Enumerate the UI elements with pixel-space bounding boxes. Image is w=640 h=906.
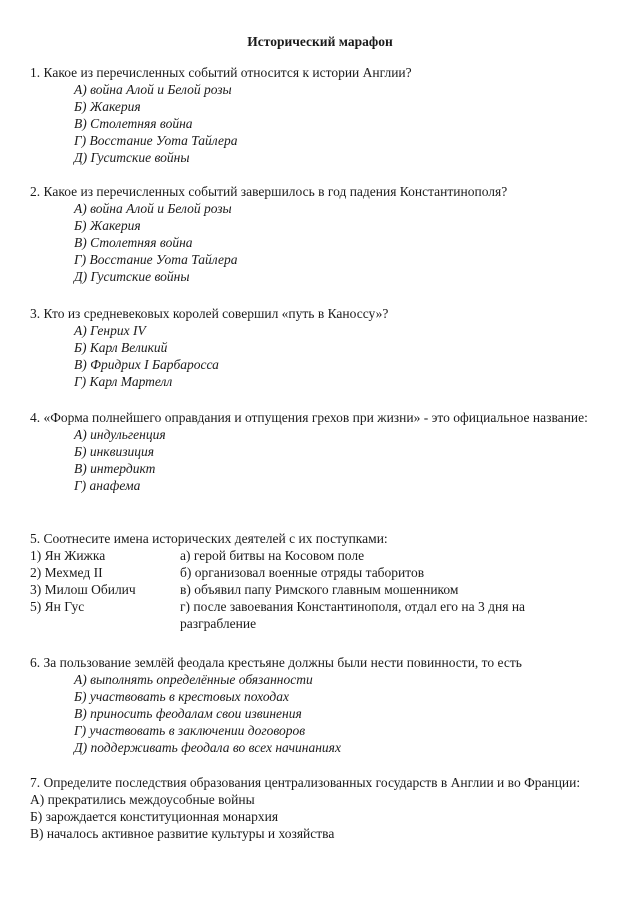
question-7-option-v: В) началось активное развитие культуры и хозяйства (30, 826, 335, 841)
match-row (30, 598, 600, 632)
question-1-option-d: Д) Гуситские войны (74, 150, 190, 165)
question-6-option-g: Г) участвовать в заключении договоров (74, 723, 306, 738)
match-person: 5) Ян Гус (30, 599, 85, 614)
question-3-option-g: Г) Карл Мартелл (74, 374, 173, 389)
question-2-option-v: В) Столетняя война (74, 235, 193, 250)
match-deed: г) после завоевания Константинополя, отдал его на 3 дня на разграбление (180, 599, 526, 631)
question-2 (30, 183, 600, 285)
match-deed: в) объявил папу Римского главным мошенником (180, 582, 459, 597)
question-5-text: 5. Соотнесите имена исторических деятелей с их поступками: (30, 531, 388, 546)
question-1-option-a: А) война Алой и Белой розы (74, 82, 232, 97)
question-6 (30, 654, 600, 756)
question-4-option-v: В) интердикт (74, 461, 156, 476)
match-row (30, 547, 600, 564)
question-7-text: 7. Определите последствия образования централизованных государств в Англии и во Франции: (30, 775, 581, 790)
question-1-text: 1. Какое из перечисленных событий относится к истории Англии? (30, 65, 412, 80)
question-6-option-b: Б) участвовать в крестовых походах (74, 689, 289, 704)
question-5 (30, 530, 600, 632)
question-7-option-b: Б) зарождается конституционная монархия (30, 809, 279, 824)
question-4-text: 4. «Форма полнейшего оправдания и отпущения грехов при жизни» - это официальное название: (30, 410, 588, 425)
question-2-option-g: Г) Восстание Уота Тайлера (74, 252, 238, 267)
page-title: Исторический марафон (247, 34, 393, 49)
question-2-text: 2. Какое из перечисленных событий завершилось в год падения Константинополя? (30, 184, 508, 199)
question-7-option-a: А) прекратились междоусобные войны (30, 792, 255, 807)
question-4-option-b: Б) инквизиция (74, 444, 154, 459)
match-row (30, 581, 600, 598)
question-6-option-a: А) выполнять определённые обязанности (74, 672, 313, 687)
question-3-option-a: А) Генрих IV (74, 323, 146, 338)
question-4-option-g: Г) анафема (74, 478, 141, 493)
question-3 (30, 305, 600, 390)
question-6-option-d: Д) поддерживать феодала во всех начинаниях (74, 740, 341, 755)
question-2-option-a: А) война Алой и Белой розы (74, 201, 232, 216)
question-4-option-a: А) индульгенция (74, 427, 166, 442)
question-4 (30, 409, 600, 494)
question-3-option-v: В) Фридрих I Барбаросса (74, 357, 219, 372)
question-2-option-d: Д) Гуситские войны (74, 269, 190, 284)
question-3-text: 3. Кто из средневековых королей совершил «путь в Каноссу»? (30, 306, 389, 321)
question-1 (30, 64, 600, 166)
question-1-option-b: Б) Жакерия (74, 99, 141, 114)
question-7 (30, 774, 600, 842)
match-person: 3) Милош Обилич (30, 582, 136, 597)
match-person: 2) Мехмед II (30, 565, 103, 580)
question-1-option-g: Г) Восстание Уота Тайлера (74, 133, 238, 148)
question-1-option-v: В) Столетняя война (74, 116, 193, 131)
match-person: 1) Ян Жижка (30, 548, 106, 563)
match-deed: а) герой битвы на Косовом поле (180, 548, 365, 563)
match-row (30, 564, 600, 581)
question-6-option-v: В) приносить феодалам свои извинения (74, 706, 302, 721)
question-3-option-b: Б) Карл Великий (74, 340, 168, 355)
question-6-text: 6. За пользование землёй феодала крестьяне должны были нести повинности, то есть (30, 655, 522, 670)
question-2-option-b: Б) Жакерия (74, 218, 141, 233)
match-deed: б) организовал военные отряды таборитов (180, 565, 425, 580)
